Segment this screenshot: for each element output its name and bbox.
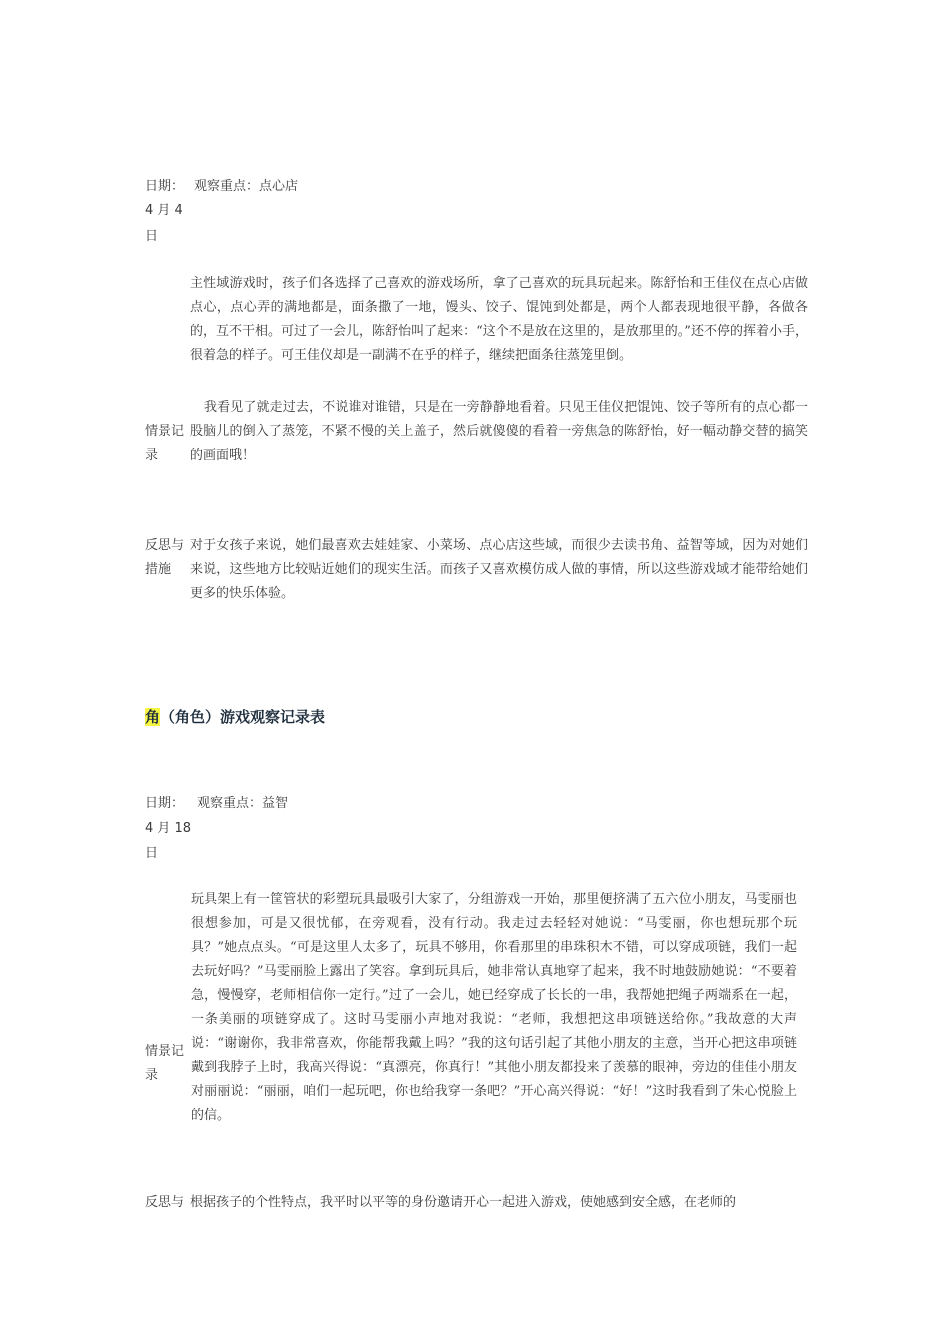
reflection-label-2: 反思与 <box>145 1195 185 1210</box>
date-value: 4 月 4 <box>145 203 183 218</box>
title-rest: （角色）游戏观察记录表 <box>160 708 326 726</box>
reflection-label: 反思与措施 <box>145 538 185 577</box>
record-paragraph-2: 我看见了就走过去，不说谁对谁错，只是在一旁静静地看着。只见王佳仪把馄饨、饺子等所有的点心都一股脑儿的倒入了蒸笼，不紧不慢的关上盖子，然后就傻傻的看着一旁焦急的陈舒怡，好一幅动静交替的搞笑的画面哦！ <box>190 400 808 463</box>
record-text-2: 玩具架上有一筐管状的彩塑玩具最吸引大家了，分组游戏一开始，那里便挤满了五六位小朋友，马雯丽也很想参加，可是又很忧郁，在旁观看，没有行动。我走过去轻轻对她说：“马雯丽，你也想玩那个玩具？”她点点头。“可是这里人太多了，玩具不够用，你看那里的串珠积木不错，可以穿成项链，我们一起去玩好吗？”马雯丽脸上露出了笑容。拿到玩具后，她非常认真地穿了起来，我不时地鼓励她说：“不要着急，慢慢穿，老师相信你一定行。”过了一会儿，她已经穿成了长长的一串，我帮她把绳子两端系在一起，一条美丽的项链穿成了。这时马雯丽小声地对我说：“老师，我想把这串项链送给你。”我故意的大声说：“谢谢你，我非常喜欢，你能帮我戴上吗？”我的这句话引起了其他小朋友的主意，当开心把这串项链戴到我脖子上时，我高兴得说：“真漂亮，你真行！”其他小朋友都投来了羡慕的眼神，旁边的佳佳小朋友对丽丽说：“丽丽，咱们一起玩吧，你也给我穿一条吧？”开心高兴得说：“好！”这时我看到了朱心悦脸上的信。 <box>191 892 797 1123</box>
observation-focus: 观察重点：点心店 <box>194 179 299 194</box>
record-label: 情景记录 <box>145 424 185 463</box>
record-label-2: 情景记录 <box>145 1044 185 1083</box>
observation-focus-2: 观察重点：益智 <box>197 796 289 811</box>
date-value-2: 4 月 18 <box>145 821 192 836</box>
date-value-day: 日 <box>145 229 159 244</box>
date-label: 日期： <box>145 179 185 194</box>
title-highlight: 角 <box>145 708 161 726</box>
date-label-2: 日期： <box>145 796 185 811</box>
page-title <box>145 706 325 727</box>
reflection-text-2: 根据孩子的个性特点，我平时以平等的身份邀请开心一起进入游戏，使她感到安全感，在老师的 <box>190 1195 737 1210</box>
reflection-text: 对于女孩子来说，她们最喜欢去娃娃家、小菜场、点心店这些域，而很少去读书角、益智等域，因为对她们来说，这些地方比较贴近她们的现实生活。而孩子又喜欢模仿成人做的事情，所以这些游戏域才能带给她们更多的快乐体验。 <box>190 538 808 601</box>
date-value-day-2: 日 <box>145 846 159 861</box>
record-paragraph-1: 主性域游戏时，孩子们各选择了己喜欢的游戏场所，拿了己喜欢的玩具玩起来。陈舒怡和王佳仪在点心店做点心，点心弄的满地都是，面条撒了一地，馒头、饺子、馄饨到处都是，两个人都表现地很平静，各做各的，互不干相。可过了一会儿，陈舒怡叫了起来：“这个不是放在这里的，是放那里的。”还不停的挥着小手，很着急的样子。可王佳仪却是一副满不在乎的样子，继续把面条往蒸笼里倒。 <box>190 276 808 363</box>
